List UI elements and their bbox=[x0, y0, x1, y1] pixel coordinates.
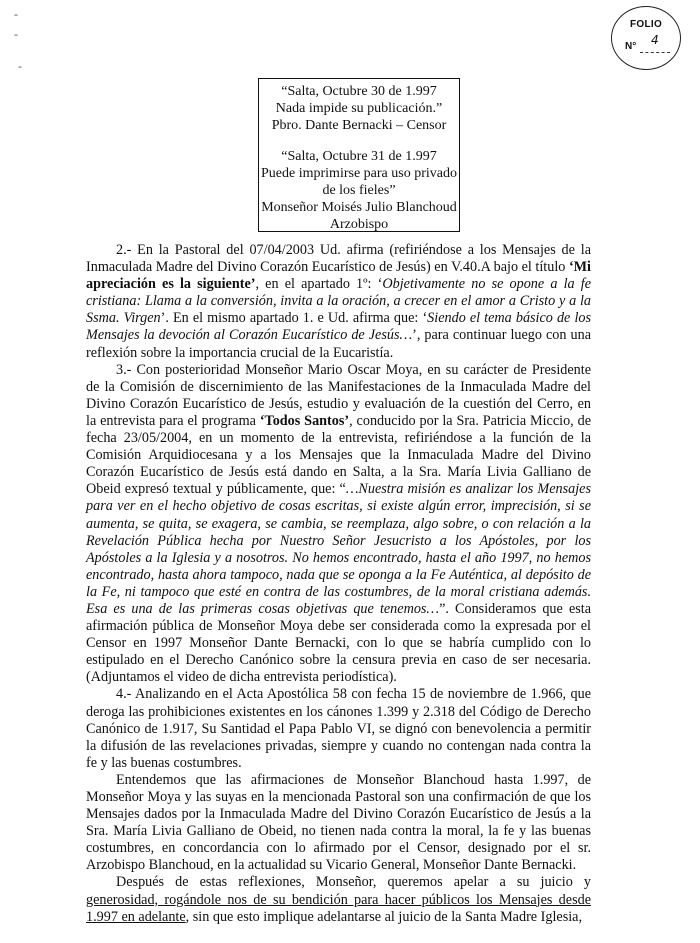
imprimatur-line: Arzobispo bbox=[329, 217, 389, 232]
folio-number-label: N° bbox=[625, 41, 637, 52]
censor-approval-box bbox=[258, 78, 460, 232]
text-run: , sin que esto implique adelantarse al juicio de la Santa Madre Iglesia, bbox=[185, 908, 583, 925]
paragraph-3 bbox=[86, 362, 591, 687]
paragraph-2 bbox=[86, 242, 591, 362]
letter-body bbox=[86, 242, 591, 926]
folio-number: 4 bbox=[651, 33, 659, 47]
paragraph-4: 4.- Analizando en el Acta Apostólica 58 con fecha 15 de noviembre de 1.966, que deroga las prohibiciones existentes en los cánones 1.399 y 2.318 del Código de Derecho Canónico de 1.917, Su Santidad el Papa Pablo VI, se dignó con benevolencia a permitir la difusión de las revelaciones privadas, siempre y cuando no contengan nada contra la fe y las buenas costumbres. bbox=[86, 686, 591, 771]
imprimatur-line: “Salta, Octubre 31 de 1.997 bbox=[281, 149, 437, 164]
margin-mark: - bbox=[14, 7, 18, 21]
italic-quote: Objetivamente no se opone a la fe cristiana: Llama a la conversión, invita a la oración, a crecer en el amor a Cristo y a la Ssma. Virgen bbox=[86, 276, 591, 327]
text-run: ’, para continuar luego con una reflexión sobre la importancia crucial de la Eucaristía. bbox=[86, 327, 591, 361]
text-run: ’. En el mismo apartado 1. e Ud. afirma que: ‘ bbox=[160, 310, 428, 327]
text-run: , en el apartado 1º: ‘ bbox=[255, 276, 383, 293]
italic-quote: Siendo el tema básico de los Mensajes la devoción al Corazón Eucarístico de Jesús… bbox=[86, 310, 591, 344]
paragraph-6 bbox=[86, 874, 591, 925]
italic-quote: …Nuestra misión es analizar los Mensajes para ver en el hecho objetivo de cosas escritas, si existe algún error, imprecisión, si se aumenta, se quita, se exagera, se cambia, se reemplaza, algo sobre, o con relación a la Revelación Pública hecha por Nuestro Señor Jesucristo a los Apóstoles, por los Apóstoles a la Iglesia y a nosotros. No hemos encontrado, hasta el año 1997, no hemos encontrado, hasta ahora tampoco, nada que se oponga a la Fe Auténtica, al depósito de la Fe, ni tampoco que esté en contra de las costumbres, de la moral cristiana además. Esa es una de las primeras cosas objetivas que tenemos… bbox=[86, 481, 591, 617]
text-run: ”. Consideramos que esta afirmación pública de Monseñor Moya debe ser considerada como la expresada por el Censor en 1997 Monseñor Dante Bernacki, con lo que se habría cumplido con lo estipulado en el Derecho Canónico sobre la censura previa en caso de ser necesaria. (Adjuntamos el video de dicha entrevista periodística). bbox=[86, 600, 592, 686]
text-run: Después de estas reflexiones, Monseñor, queremos apelar a su juicio y bbox=[116, 874, 591, 891]
folio-label: FOLIO bbox=[629, 19, 663, 30]
imprimatur-line: Monseñor Moisés Julio Blanchoud bbox=[261, 200, 457, 215]
margin-mark: - bbox=[18, 59, 22, 73]
bold-title: ‘Todos Santos’ bbox=[259, 412, 350, 429]
paragraph-5: Entendemos que las afirmaciones de Monseñor Blanchoud hasta 1.997, de Monseñor Moya y las suyas en la mencionada Pastoral son una confirmación de que los Mensajes dados por la Inmaculada Madre del Divino Corazón Eucarístico de Jesús a la Sra. María Livia Galliano de Obeid, no tienen nada contra la moral, la fe y las buenas costumbres, en concordancia con lo afirmado por el Censor, designado por el sr. Arzobispo Blanchoud, en la actualidad su Vicario General, Monseñor Dante Bernacki. bbox=[86, 771, 591, 874]
folio-number-line bbox=[640, 52, 670, 53]
text-run: 3.- Con posterioridad Monseñor Mario Oscar Moya, en su carácter de Presidente de la Comisión de discernimiento de las Manifestaciones de la Inmaculada Madre del Divino Corazón Eucarístico de Jesús, estudio y evaluación de la cuestión del Cerro, en la entrevista para el programa bbox=[86, 361, 591, 429]
bold-title: ‘Mi apreciación es la siguiente’ bbox=[86, 259, 591, 293]
text-run: , conducido por la Sra. Patricia Miccio, de fecha 23/05/2004, en un momento de la entrevista, refiriéndose a la función de la Comisión Arquidiocesana y a los Mensajes que la Inmaculada Madre del Divino Corazón Eucarístico de Jesús está dando en Salta, a la Sra. María Livia Galliano de Obeid expresó textual y públicamente, que: “ bbox=[86, 412, 592, 498]
imprimatur-line: de los fieles” bbox=[322, 183, 396, 198]
censor-line: Pbro. Dante Bernacki – Censor bbox=[271, 118, 447, 133]
underlined-request: generosidad, rogándole nos de su bendición para hacer públicos los Mensajes desde 1.997 en adelante bbox=[86, 891, 591, 925]
censor-line: Nada impide su publicación.” bbox=[275, 101, 443, 116]
margin-mark: - bbox=[14, 27, 18, 41]
folio-stamp bbox=[611, 6, 681, 70]
imprimatur-line: Puede imprimirse para uso privado bbox=[261, 166, 457, 181]
censor-line: “Salta, Octubre 30 de 1.997 bbox=[281, 84, 437, 99]
text-run: 2.- En la Pastoral del 07/04/2003 Ud. afirma (refiriéndose a los Mensajes de la Inmaculada Madre del Divino Corazón Eucarístico de Jesús) en V.40.A bajo el título bbox=[86, 242, 591, 276]
